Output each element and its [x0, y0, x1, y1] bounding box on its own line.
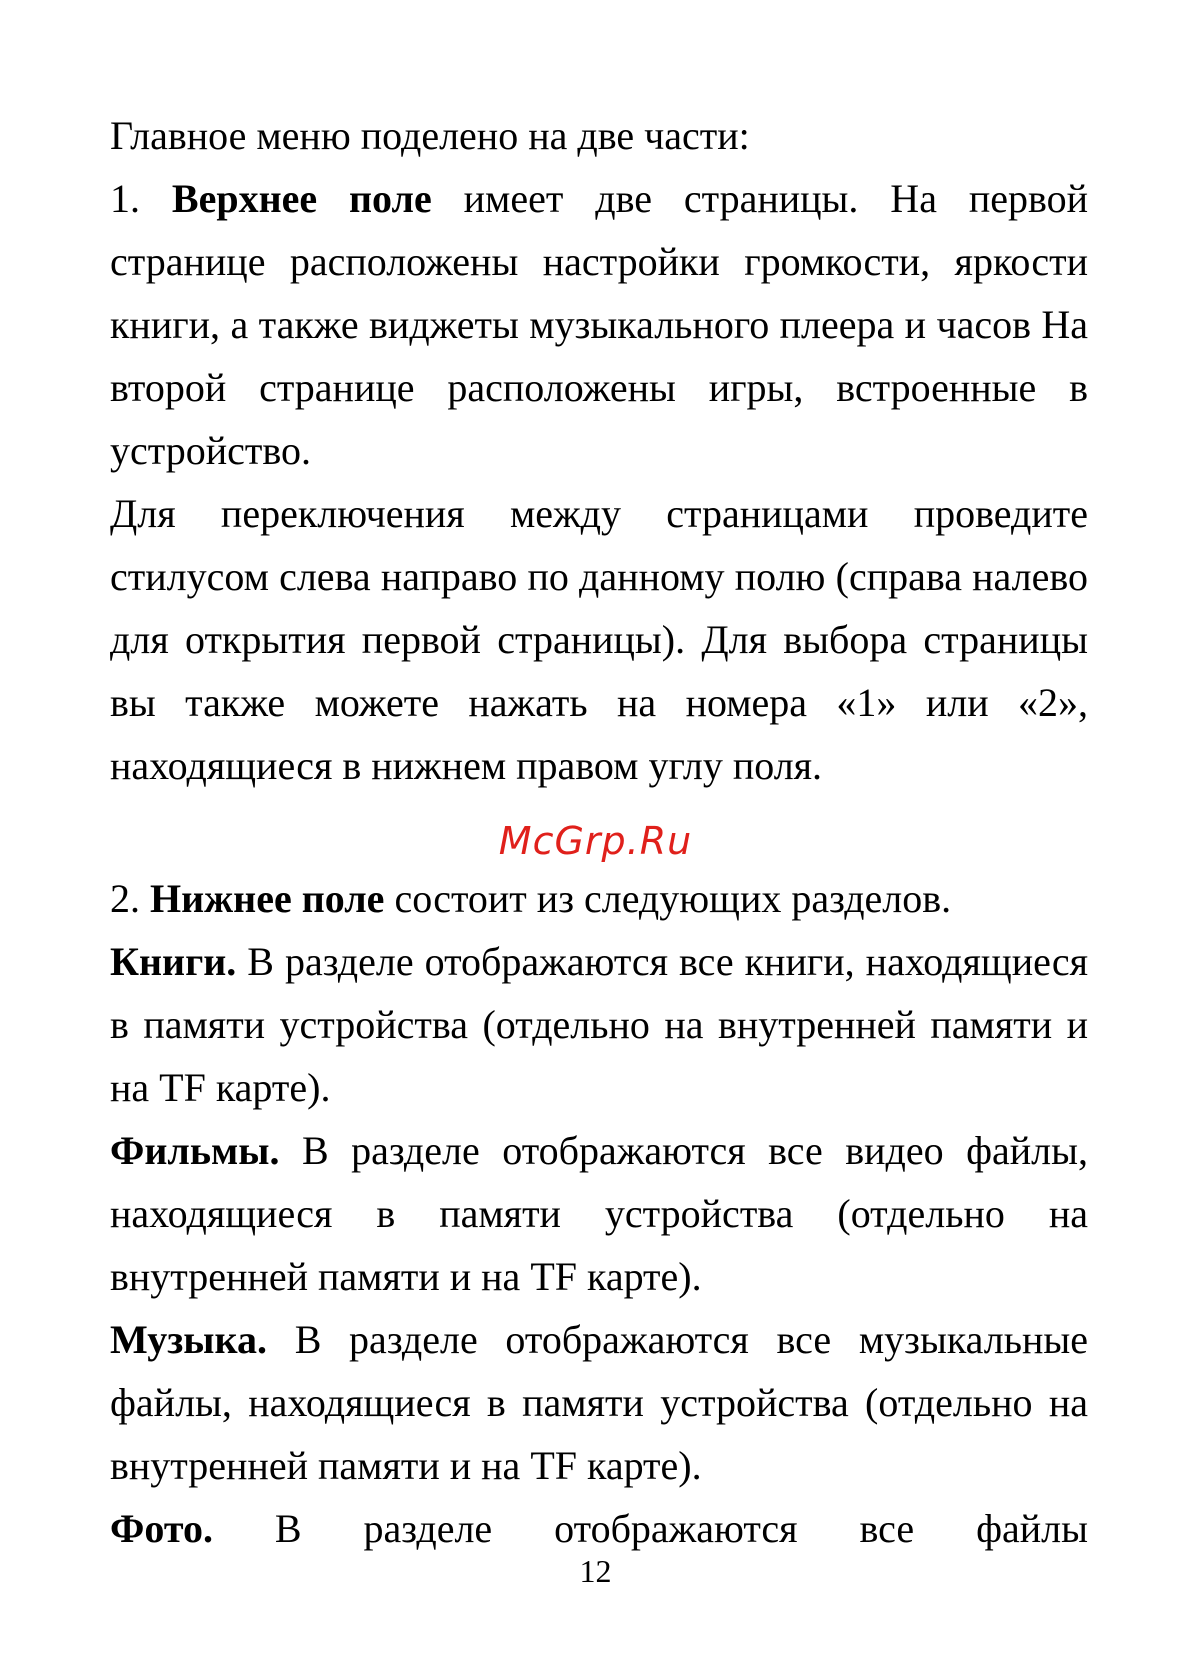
films-paragraph	[110, 1119, 1088, 1308]
photo-paragraph	[110, 1497, 1088, 1560]
films-text: В разделе отображаются все видео файлы, находящиеся в памяти устройства (отдельно на внутренней памяти и на TF карте).	[110, 1128, 1088, 1299]
item2-number: 2.	[110, 876, 140, 921]
lower-field-term: Нижнее поле	[150, 876, 385, 921]
switch-pages-paragraph	[110, 482, 1088, 797]
lower-field-text: состоит из следующих разделов.	[394, 876, 952, 921]
switch-pages-text: Для переключения между страницами проведите стилусом слева направо по данному полю (справа налево для открытия первой страницы). Для выбора страницы вы также можете нажать на номера «1» или «2», находящиеся в нижнем правом углу поля.	[110, 491, 1088, 788]
music-paragraph	[110, 1308, 1088, 1497]
item1-number: 1.	[110, 176, 140, 221]
lower-field-paragraph	[110, 867, 1088, 930]
watermark: McGrp.Ru	[498, 819, 693, 863]
upper-field-term: Верхнее поле	[171, 176, 432, 221]
books-text: В разделе отображаются все книги, находящиеся в памяти устройства (отдельно на внутренней памяти и на TF карте).	[110, 939, 1088, 1110]
upper-field-paragraph	[110, 167, 1088, 482]
photo-text: В разделе отображаются все файлы	[274, 1506, 1088, 1551]
books-paragraph	[110, 930, 1088, 1119]
films-term: Фильмы.	[110, 1128, 280, 1173]
upper-field-text: имеет две страницы. На первой странице расположены настройки громкости, яркости книги, а также виджеты музыкального плеера и часов На второй странице расположены игры, встроенные в устройство.	[110, 176, 1089, 473]
intro-paragraph	[110, 104, 1088, 167]
music-term: Музыка.	[110, 1317, 267, 1362]
photo-term: Фото.	[110, 1506, 213, 1551]
books-term: Книги.	[110, 939, 237, 984]
intro-text: Главное меню поделено на две части:	[110, 113, 750, 158]
page-number: 12	[579, 1553, 612, 1589]
music-text: В разделе отображаются все музыкальные файлы, находящиеся в памяти устройства (отдельно на внутренней памяти и на TF карте).	[110, 1317, 1089, 1488]
